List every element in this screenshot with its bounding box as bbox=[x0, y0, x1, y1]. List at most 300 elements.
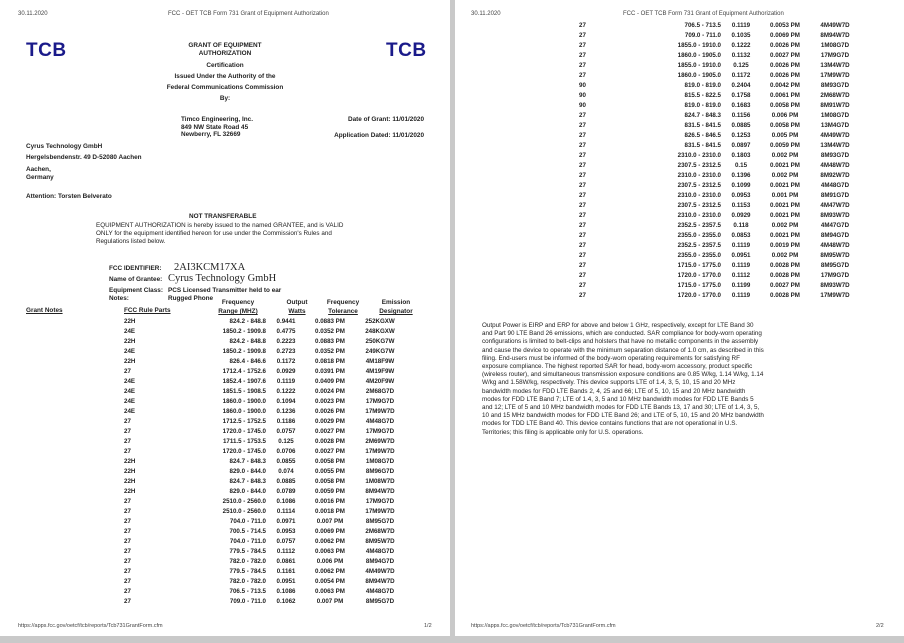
emission-designator-cell: 4M19F9W bbox=[365, 367, 395, 375]
output-watts-cell: 0.1119 bbox=[731, 291, 751, 299]
rule-part-cell: 27 bbox=[579, 61, 586, 69]
frequency-range-cell: 1860.0 - 1905.0 bbox=[677, 51, 721, 59]
frequency-range-cell: 831.5 - 841.5 bbox=[684, 121, 721, 129]
frequency-tolerance-cell: 0.0391 PM bbox=[315, 367, 345, 375]
table-row bbox=[579, 280, 861, 290]
frequency-tolerance-cell: 0.007 PM bbox=[316, 597, 344, 605]
frequency-range-cell: 1712.5 - 1752.5 bbox=[222, 417, 266, 425]
rule-part-cell: 27 bbox=[124, 517, 131, 525]
emission-designator-cell: 4M48W7D bbox=[820, 241, 850, 249]
emission-designator-cell: 8M93W7D bbox=[820, 281, 850, 289]
frequency-range-cell: 1860.0 - 1905.0 bbox=[677, 71, 721, 79]
frequency-tolerance-cell: 0.0055 PM bbox=[315, 467, 345, 475]
frequency-range-cell: 819.0 - 819.0 bbox=[684, 81, 721, 89]
frequency-range-cell: 1711.5 - 1753.5 bbox=[222, 437, 266, 445]
frequency-range-cell: 2510.0 - 2560.0 bbox=[222, 497, 266, 505]
table-row bbox=[579, 100, 861, 110]
output-watts-cell: 0.1253 bbox=[731, 131, 751, 139]
attention-line: Attention: Torsten Belverato bbox=[26, 193, 112, 200]
frequency-tolerance-cell: 0.006 PM bbox=[771, 111, 799, 119]
output-watts-cell: 0.1186 bbox=[276, 417, 296, 425]
rule-part-cell: 27 bbox=[579, 241, 586, 249]
table-row bbox=[124, 346, 406, 356]
frequency-range-cell: 1855.0 - 1910.0 bbox=[677, 61, 721, 69]
emission-designator-cell: 4M47W7D bbox=[820, 201, 850, 209]
frequency-tolerance-cell: 0.0021 PM bbox=[770, 231, 800, 239]
col-header-emission-designator-line1: Emission bbox=[381, 299, 411, 306]
footer-url-page-1: https://apps.fcc.gov/oetcf/tcb/reports/Tcb731GrantForm.cfm bbox=[18, 623, 163, 629]
col-header-frequency-tolerance-line1: Frequency bbox=[326, 299, 360, 306]
rule-part-cell: 27 bbox=[124, 527, 131, 535]
frequency-tolerance-cell: 0.0023 PM bbox=[315, 397, 345, 405]
table-row bbox=[579, 270, 861, 280]
frequency-tolerance-cell: 0.0027 PM bbox=[315, 447, 345, 455]
notes-label: Notes: bbox=[109, 295, 129, 302]
frequency-tolerance-cell: 0.0016 PM bbox=[315, 497, 345, 505]
table-row bbox=[124, 536, 406, 546]
frequency-tolerance-cell: 0.0063 PM bbox=[315, 587, 345, 595]
emission-designator-cell: 2M69W7D bbox=[365, 437, 395, 445]
emission-designator-cell: 8M91G7D bbox=[820, 191, 850, 199]
frequency-tolerance-cell: 0.0062 PM bbox=[315, 537, 345, 545]
rule-part-cell: 27 bbox=[579, 261, 586, 269]
frequency-range-cell: 824.7 - 848.3 bbox=[229, 457, 266, 465]
grantee-label: Name of Grantee: bbox=[109, 276, 163, 283]
frequency-range-cell: 2352.5 - 2357.5 bbox=[677, 241, 721, 249]
rule-part-cell: 27 bbox=[124, 447, 131, 455]
frequency-range-cell: 2310.0 - 2310.0 bbox=[677, 151, 721, 159]
footer-url-page-2: https://apps.fcc.gov/oetcf/tcb/reports/Tcb731GrantForm.cfm bbox=[471, 623, 616, 629]
output-watts-cell: 0.1114 bbox=[276, 507, 296, 515]
frequency-range-cell: 2310.0 - 2310.0 bbox=[677, 171, 721, 179]
frequency-tolerance-cell: 0.0021 PM bbox=[770, 161, 800, 169]
table-row bbox=[124, 516, 406, 526]
rule-part-cell: 22H bbox=[124, 337, 136, 345]
table-row bbox=[579, 120, 861, 130]
rule-part-cell: 22H bbox=[124, 317, 136, 325]
output-watts-cell: 0.1086 bbox=[276, 587, 296, 595]
table-row bbox=[124, 436, 406, 446]
emission-designator-cell: 1M08W7D bbox=[365, 477, 395, 485]
output-watts-cell: 0.125 bbox=[278, 437, 294, 445]
output-watts-cell: 0.2404 bbox=[731, 81, 751, 89]
emission-designator-cell: 248KGXW bbox=[365, 327, 395, 335]
tcb-address bbox=[181, 116, 253, 139]
frequency-range-cell: 1712.4 - 1752.6 bbox=[222, 367, 266, 375]
output-watts-cell: 0.074 bbox=[278, 467, 294, 475]
emission-designator-cell: 1M08G7D bbox=[365, 457, 395, 465]
frequency-range-cell: 1720.0 - 1745.0 bbox=[222, 427, 266, 435]
emission-designator-cell: 8M94W7D bbox=[365, 487, 395, 495]
frequency-range-cell: 779.5 - 784.5 bbox=[229, 567, 266, 575]
authorization-text: EQUIPMENT AUTHORIZATION is hereby issued to the named GRANTEE, and is VALID ONLY for the equipment identified hereon for use under the Commission's Rules and Regulations listed below. bbox=[96, 222, 344, 246]
frequency-tolerance-cell: 0.0028 PM bbox=[770, 271, 800, 279]
emission-designator-cell: 1M08G7D bbox=[820, 41, 850, 49]
frequency-range-cell: 1855.0 - 1910.0 bbox=[677, 41, 721, 49]
col-header-frequency-range-line2: Range (MHZ) bbox=[218, 308, 258, 315]
frequency-range-cell: 831.5 - 841.5 bbox=[684, 141, 721, 149]
frequency-range-cell: 2307.5 - 2312.5 bbox=[677, 161, 721, 169]
rule-part-cell: 90 bbox=[579, 81, 586, 89]
table-row bbox=[579, 30, 861, 40]
emission-designator-cell: 13M4W7D bbox=[820, 61, 850, 69]
output-watts-cell: 0.1119 bbox=[731, 241, 751, 249]
application-dated: Application Dated: 11/01/2020 bbox=[334, 132, 424, 139]
emission-designator-cell: 4M47G7D bbox=[820, 221, 850, 229]
print-date: 30.11.2020 bbox=[18, 11, 48, 17]
frequency-tolerance-cell: 0.0026 PM bbox=[770, 61, 800, 69]
frequency-range-cell: 829.0 - 844.0 bbox=[229, 467, 266, 475]
table-row bbox=[124, 416, 406, 426]
table-row bbox=[124, 376, 406, 386]
frequency-tolerance-cell: 0.002 PM bbox=[771, 171, 799, 179]
frequency-tolerance-cell: 0.0028 PM bbox=[315, 437, 345, 445]
frequency-range-cell: 815.5 - 822.5 bbox=[684, 91, 721, 99]
document-page-2 bbox=[455, 0, 904, 636]
rule-part-cell: 27 bbox=[579, 171, 586, 179]
rule-part-cell: 27 bbox=[124, 577, 131, 585]
emission-designator-cell: 8M94W7D bbox=[820, 31, 850, 39]
rule-part-cell: 27 bbox=[579, 111, 586, 119]
fcc-id-label: FCC IDENTIFIER: bbox=[109, 265, 162, 272]
output-watts-cell: 0.118 bbox=[733, 221, 749, 229]
frequency-range-cell: 1715.0 - 1775.0 bbox=[677, 281, 721, 289]
output-watts-cell: 0.1112 bbox=[731, 271, 751, 279]
output-watts-cell: 0.1803 bbox=[731, 151, 751, 159]
frequency-tolerance-cell: 0.0027 PM bbox=[770, 281, 800, 289]
frequency-tolerance-cell: 0.005 PM bbox=[771, 131, 799, 139]
col-header-frequency-range bbox=[210, 298, 266, 316]
output-watts-cell: 0.0757 bbox=[276, 427, 296, 435]
frequency-tolerance-cell: 0.0029 PM bbox=[315, 417, 345, 425]
commission-label: Federal Communications Commission bbox=[166, 84, 284, 91]
rule-part-cell: 22H bbox=[124, 487, 136, 495]
rule-part-cell: 22H bbox=[124, 477, 136, 485]
emission-designator-cell: 8M94G7D bbox=[365, 557, 395, 565]
rule-part-cell: 24E bbox=[124, 397, 136, 405]
table-row bbox=[579, 250, 861, 260]
table-row bbox=[579, 90, 861, 100]
emission-designator-cell: 8M94W7D bbox=[365, 577, 395, 585]
output-watts-cell: 0.1035 bbox=[731, 31, 751, 39]
rule-part-cell: 27 bbox=[124, 597, 131, 605]
output-watts-cell: 0.0706 bbox=[276, 447, 296, 455]
page-number-2: 2/2 bbox=[876, 623, 884, 629]
table-row bbox=[124, 356, 406, 366]
frequency-range-cell: 2352.5 - 2357.5 bbox=[677, 221, 721, 229]
frequency-tolerance-cell: 0.0061 PM bbox=[770, 91, 800, 99]
rule-part-cell: 27 bbox=[579, 231, 586, 239]
frequency-tolerance-cell: 0.0352 PM bbox=[315, 347, 345, 355]
table-row bbox=[579, 130, 861, 140]
output-watts-cell: 0.1112 bbox=[276, 547, 296, 555]
table-row bbox=[579, 150, 861, 160]
rule-part-cell: 27 bbox=[579, 151, 586, 159]
frequency-range-cell: 826.5 - 846.5 bbox=[684, 131, 721, 139]
rule-part-cell: 27 bbox=[124, 547, 131, 555]
frequency-range-cell: 1850.2 - 1909.8 bbox=[222, 327, 266, 335]
table-row bbox=[579, 70, 861, 80]
table-row bbox=[124, 316, 406, 326]
rule-part-cell: 24E bbox=[124, 387, 136, 395]
rule-part-cell: 27 bbox=[579, 71, 586, 79]
col-header-rule-parts: FCC Rule Parts bbox=[124, 307, 171, 314]
frequency-tolerance-cell: 0.002 PM bbox=[771, 151, 799, 159]
frequency-range-cell: 819.0 - 819.0 bbox=[684, 101, 721, 109]
frequency-range-cell: 824.7 - 848.3 bbox=[229, 477, 266, 485]
col-header-frequency-range-line1: Frequency bbox=[221, 299, 255, 306]
rule-part-cell: 27 bbox=[579, 121, 586, 129]
rule-part-cell: 27 bbox=[579, 141, 586, 149]
output-watts-cell: 0.1199 bbox=[731, 281, 751, 289]
emission-designator-cell: 17M9W7D bbox=[820, 291, 850, 299]
frequency-tolerance-cell: 0.0027 PM bbox=[315, 427, 345, 435]
emission-designator-cell: 8M95W7D bbox=[365, 537, 395, 545]
grantee-name: Cyrus Technology GmbH bbox=[26, 143, 103, 150]
frequency-tolerance-cell: 0.0883 PM bbox=[315, 317, 345, 325]
emission-designator-cell: 8M95G7D bbox=[365, 517, 395, 525]
frequency-tolerance-cell: 0.0059 PM bbox=[315, 487, 345, 495]
equipment-class-value: PCS Licensed Transmitter held to ear bbox=[168, 287, 282, 294]
table-row bbox=[579, 290, 861, 300]
emission-designator-cell: 8M95G7D bbox=[820, 261, 850, 269]
emission-designator-cell: 4M18F9W bbox=[365, 357, 395, 365]
table-row bbox=[579, 200, 861, 210]
date-of-grant: Date of Grant: 11/01/2020 bbox=[347, 116, 424, 123]
frequency-range-cell: 1860.0 - 1900.0 bbox=[222, 407, 266, 415]
print-header-title-page-2: FCC - OET TCB Form 731 Grant of Equipment Authorization bbox=[623, 11, 784, 17]
frequency-tolerance-cell: 0.0053 PM bbox=[770, 21, 800, 29]
frequency-tolerance-cell: 0.0026 PM bbox=[315, 407, 345, 415]
rule-part-cell: 24E bbox=[124, 407, 136, 415]
rule-part-cell: 27 bbox=[124, 567, 131, 575]
emission-designator-cell: 17M9W7D bbox=[820, 71, 850, 79]
output-watts-cell: 0.2223 bbox=[276, 337, 296, 345]
col-header-emission-designator-line2: Designator bbox=[379, 308, 413, 315]
table-row bbox=[579, 240, 861, 250]
print-date-page-2: 30.11.2020 bbox=[471, 11, 501, 17]
table-row bbox=[579, 60, 861, 70]
frequency-range-cell: 782.0 - 782.0 bbox=[229, 577, 266, 585]
emission-designator-cell: 17M9G7D bbox=[365, 427, 395, 435]
table-row bbox=[124, 496, 406, 506]
frequency-range-cell: 779.5 - 784.5 bbox=[229, 547, 266, 555]
fcc-id-value: 2AI3KCM17XA bbox=[174, 262, 246, 273]
col-header-frequency-tolerance-line2: Tolerance bbox=[328, 308, 358, 315]
col-header-output-watts bbox=[278, 298, 316, 316]
by-label: By: bbox=[219, 95, 231, 102]
output-watts-cell: 0.1758 bbox=[731, 91, 751, 99]
output-watts-cell: 0.1156 bbox=[731, 111, 751, 119]
table-row bbox=[124, 576, 406, 586]
frequency-tolerance-cell: 0.0027 PM bbox=[770, 51, 800, 59]
emission-designator-cell: 8M96G7D bbox=[365, 467, 395, 475]
table-row bbox=[124, 456, 406, 466]
emission-designator-cell: 2M68G7D bbox=[365, 387, 395, 395]
output-watts-cell: 0.1222 bbox=[276, 387, 296, 395]
output-watts-cell: 0.1062 bbox=[276, 597, 296, 605]
emission-designator-cell: 17M9W7D bbox=[365, 447, 395, 455]
output-watts-cell: 0.0953 bbox=[276, 527, 296, 535]
output-watts-cell: 0.1132 bbox=[731, 51, 751, 59]
frequency-range-cell: 824.7 - 848.3 bbox=[684, 111, 721, 119]
emission-designator-cell: 4M48G7D bbox=[365, 417, 395, 425]
grant-heading-line2: AUTHORIZATION bbox=[198, 50, 252, 57]
emission-designator-cell: 13M4W7D bbox=[820, 141, 850, 149]
output-watts-cell: 0.1086 bbox=[276, 497, 296, 505]
emission-designator-cell: 249KG7W bbox=[365, 347, 395, 355]
table-row bbox=[124, 336, 406, 346]
output-watts-cell: 0.1094 bbox=[276, 397, 296, 405]
frequency-range-cell: 2307.5 - 2312.5 bbox=[677, 201, 721, 209]
frequency-tolerance-cell: 0.002 PM bbox=[771, 251, 799, 259]
output-watts-cell: 0.1396 bbox=[731, 171, 751, 179]
output-watts-cell: 0.0951 bbox=[731, 251, 751, 259]
output-watts-cell: 0.0929 bbox=[731, 211, 751, 219]
rule-part-cell: 27 bbox=[579, 281, 586, 289]
emission-designator-cell: 4M48G7D bbox=[365, 547, 395, 555]
output-watts-cell: 0.4775 bbox=[276, 327, 296, 335]
frequency-tolerance-cell: 0.0062 PM bbox=[315, 567, 345, 575]
output-watts-cell: 0.0885 bbox=[276, 477, 296, 485]
table-row bbox=[579, 220, 861, 230]
frequency-tolerance-cell: 0.0058 PM bbox=[315, 457, 345, 465]
table-row bbox=[579, 230, 861, 240]
frequency-range-cell: 2310.0 - 2310.0 bbox=[677, 191, 721, 199]
rule-part-cell: 22H bbox=[124, 467, 136, 475]
rule-part-cell: 27 bbox=[579, 221, 586, 229]
table-row bbox=[124, 566, 406, 576]
rule-part-cell: 27 bbox=[579, 161, 586, 169]
frequency-range-cell: 709.0 - 711.0 bbox=[684, 31, 721, 39]
frequency-tolerance-cell: 0.0058 PM bbox=[770, 101, 800, 109]
rule-part-cell: 27 bbox=[579, 41, 586, 49]
frequency-tolerance-cell: 0.0018 PM bbox=[315, 507, 345, 515]
table-row bbox=[124, 446, 406, 456]
emission-designator-cell: 4M48G7D bbox=[820, 181, 850, 189]
table-row bbox=[579, 110, 861, 120]
table-row bbox=[124, 476, 406, 486]
output-watts-cell: 0.0897 bbox=[731, 141, 751, 149]
output-watts-cell: 0.1172 bbox=[276, 357, 296, 365]
rule-part-cell: 27 bbox=[579, 191, 586, 199]
frequency-range-cell: 1715.0 - 1775.0 bbox=[677, 261, 721, 269]
grantee-location bbox=[26, 166, 54, 181]
rule-part-cell: 27 bbox=[124, 587, 131, 595]
output-watts-cell: 0.0929 bbox=[276, 367, 296, 375]
rule-part-cell: 27 bbox=[124, 427, 131, 435]
col-header-output-watts-line1: Output bbox=[286, 299, 308, 306]
frequency-range-cell: 782.0 - 782.0 bbox=[229, 557, 266, 565]
frequency-range-cell: 824.2 - 848.8 bbox=[229, 317, 266, 325]
output-watts-cell: 0.0951 bbox=[276, 577, 296, 585]
output-watts-cell: 0.1119 bbox=[731, 261, 751, 269]
grantee-city: Aachen, bbox=[26, 166, 51, 173]
emission-designator-cell: 8M94G7D bbox=[820, 231, 850, 239]
emission-designator-cell: 8M95G7D bbox=[365, 597, 395, 605]
grant-heading-line1: GRANT OF EQUIPMENT bbox=[188, 42, 262, 49]
document-page-1 bbox=[0, 0, 450, 636]
frequency-range-cell: 824.2 - 848.8 bbox=[229, 337, 266, 345]
rule-part-cell: 27 bbox=[579, 291, 586, 299]
frequency-tolerance-cell: 0.0058 PM bbox=[770, 121, 800, 129]
rule-part-cell: 24E bbox=[124, 327, 136, 335]
emission-designator-cell: 1M08G7D bbox=[820, 111, 850, 119]
output-watts-cell: 0.1099 bbox=[731, 181, 751, 189]
frequency-tolerance-cell: 0.0028 PM bbox=[770, 261, 800, 269]
table-row bbox=[124, 506, 406, 516]
col-header-frequency-tolerance bbox=[320, 298, 366, 316]
output-watts-cell: 0.15 bbox=[734, 161, 748, 169]
table-row bbox=[579, 20, 861, 30]
rule-part-cell: 27 bbox=[124, 537, 131, 545]
frequency-range-cell: 2510.0 - 2560.0 bbox=[222, 507, 266, 515]
frequency-tolerance-cell: 0.0058 PM bbox=[315, 477, 345, 485]
rule-part-cell: 27 bbox=[124, 507, 131, 515]
emission-designator-cell: 8M95W7D bbox=[820, 251, 850, 259]
table-row bbox=[124, 386, 406, 396]
certification-label: Certification bbox=[206, 62, 244, 69]
emission-designator-cell: 4M49W7D bbox=[820, 131, 850, 139]
frequency-range-cell: 704.0 - 711.0 bbox=[229, 537, 266, 545]
grant-heading bbox=[150, 42, 300, 103]
emission-designator-cell: 17M9G7D bbox=[365, 497, 395, 505]
output-watts-cell: 0.125 bbox=[733, 61, 749, 69]
col-header-output-watts-line2: Watts bbox=[288, 308, 306, 315]
table-row bbox=[124, 406, 406, 416]
rule-part-cell: 27 bbox=[579, 131, 586, 139]
table-row bbox=[124, 326, 406, 336]
table-row bbox=[579, 260, 861, 270]
frequency-range-cell: 709.0 - 711.0 bbox=[229, 597, 266, 605]
table-row bbox=[124, 466, 406, 476]
output-watts-cell: 0.1222 bbox=[731, 41, 751, 49]
print-header-title: FCC - OET TCB Form 731 Grant of Equipment Authorization bbox=[168, 11, 329, 17]
rule-part-cell: 90 bbox=[579, 91, 586, 99]
output-watts-cell: 0.0855 bbox=[276, 457, 296, 465]
frequency-range-cell: 2355.0 - 2355.0 bbox=[677, 251, 721, 259]
frequency-tolerance-cell: 0.0026 PM bbox=[770, 71, 800, 79]
output-watts-cell: 0.0861 bbox=[276, 557, 296, 565]
tcb-logo-right: TCB bbox=[386, 40, 427, 61]
frequency-tolerance-cell: 0.001 PM bbox=[771, 191, 799, 199]
frequency-tolerance-cell: 0.0021 PM bbox=[770, 201, 800, 209]
rule-part-cell: 27 bbox=[579, 51, 586, 59]
frequency-range-cell: 2355.0 - 2355.0 bbox=[677, 231, 721, 239]
table-row bbox=[579, 40, 861, 50]
emission-designator-cell: 4M49W7D bbox=[820, 21, 850, 29]
emission-designator-cell: 252KGXW bbox=[365, 317, 395, 325]
frequency-tolerance-cell: 0.006 PM bbox=[316, 557, 344, 565]
grant-table-page-1 bbox=[124, 316, 406, 606]
emission-designator-cell: 8M93W7D bbox=[820, 211, 850, 219]
equipment-class-label: Equipment Class: bbox=[109, 287, 163, 294]
output-watts-cell: 0.0757 bbox=[276, 537, 296, 545]
col-header-grant-notes: Grant Notes bbox=[26, 307, 63, 314]
rule-part-cell: 27 bbox=[124, 497, 131, 505]
rule-part-cell: 27 bbox=[124, 557, 131, 565]
output-watts-cell: 0.0971 bbox=[276, 517, 296, 525]
rule-part-cell: 27 bbox=[579, 31, 586, 39]
frequency-range-cell: 1852.4 - 1907.6 bbox=[222, 377, 266, 385]
frequency-tolerance-cell: 0.007 PM bbox=[316, 517, 344, 525]
output-watts-cell: 0.0953 bbox=[731, 191, 751, 199]
grant-conditions-text: Output Power is EIRP and ERP for above and below 1 GHz, respectively, except for LTE Band 30 and Part 90 LTE Band 26 emissions, which are conducted. SAR compliance for body-worn operating configurations is limited to belt-clips and holsters that have no metallic components in the assembly and cause the device to operate with the minimum separation distance of 1.0 cm, as described in this filing. End-users must be informed of the body-worn operating requirements for satisfying RF exposure compliance. The highest reported SAR for head, body-worn accessory, product specific (wireless router), and simultaneous transmission exposure conditions are 0.85 W/kg, 1.14 W/kg, 1.14 W/kg and 1.58W/kg, respectively. This device supports LTE of 1.4, 3, 5, 10, 15 and 20 MHz bandwidth modes for FDD LTE Bands 2, 4, 25 and 66; LTE of 5, 10, 15 and 20 MHz bandwidth modes for FDD LTE Band 7; LTE of 1.4, 3, 5 and 10 MHz bandwidth modes for FDD LTE Bands 5 and 12; LTE of 5 and 10 MHz bandwidth modes for FDD LTE Bands 13, 17 and 30; LTE of 1.4, 3, 5, 10 and 15 MHz bandwidth modes for FDD LTE Band 26; and LTE of 5, 10, 15 and 20 MHz bandwidth modes for TDD LTE Band 40. This device contains functions that are not operational in U.S. Territories; this filing is applicable only for U.S. operations. bbox=[482, 322, 764, 436]
notes-value: Rugged Phone bbox=[168, 295, 214, 302]
emission-designator-cell: 4M49W7D bbox=[365, 567, 395, 575]
rule-part-cell: 27 bbox=[579, 271, 586, 279]
frequency-tolerance-cell: 0.0069 PM bbox=[315, 527, 345, 535]
